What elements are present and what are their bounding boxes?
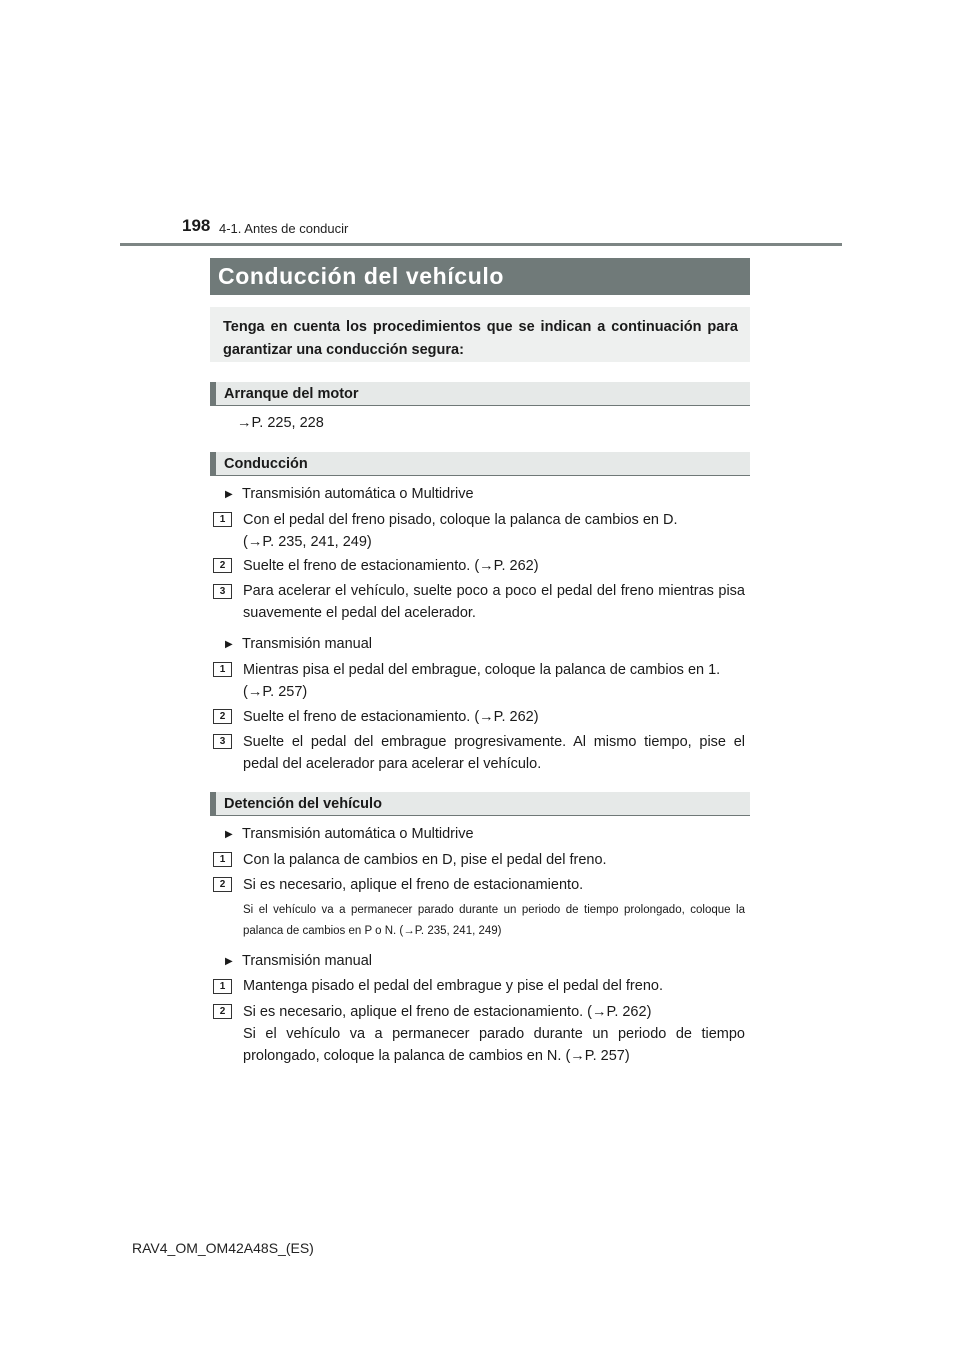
step-line: Mientras pisa el pedal del embrague, coloque la palanca de cambios en 1. xyxy=(243,662,721,678)
step-number-badge: 2 xyxy=(213,558,232,573)
conduccion-manual-step-1 xyxy=(243,659,745,703)
bullet-conduccion-manual xyxy=(225,633,372,656)
bullet-label: Transmisión automática o Multidrive xyxy=(242,826,474,842)
detencion-auto-note: Si el vehículo va a permanecer parado durante un periodo de tiempo prolongado, coloque la palanca de cambios en P o N. (→P. 235, 241, 249) xyxy=(243,904,745,937)
page-number: 198 xyxy=(182,216,211,235)
step-line: Para acelerar el vehículo, suelte poco a poco el pedal del freno mientras pisa suavemente el pedal del acelerador. xyxy=(243,583,745,621)
step-line: Si es necesario, aplique el freno de estacionamiento. (→P. 262) xyxy=(243,1004,652,1020)
step-number-badge: 2 xyxy=(213,1004,232,1019)
heading-detencion: Detención del vehículo xyxy=(210,792,750,816)
step-line: Si el vehículo va a permanecer parado durante un periodo de tiempo prolongado, coloque la palanca de cambios en N. (→P. 257) xyxy=(243,1026,745,1064)
step-line-ref[interactable]: (→P. 235, 241, 249) xyxy=(243,534,372,550)
step-line: Suelte el freno de estacionamiento. (→P. 262) xyxy=(243,709,539,725)
bullet-label: Transmisión automática o Multidrive xyxy=(242,486,474,502)
triangle-bullet-icon: ▶ xyxy=(225,829,233,840)
step-line: Mantenga pisado el pedal del embrague y pise el pedal del freno. xyxy=(243,978,663,994)
heading-conduccion: Conducción xyxy=(210,452,750,476)
triangle-bullet-icon: ▶ xyxy=(225,489,233,500)
bullet-label: Transmisión manual xyxy=(242,953,373,969)
conduccion-auto-step-2 xyxy=(243,555,745,577)
bullet-conduccion-automatic xyxy=(225,483,474,506)
step-line: Con la palanca de cambios en D, pise el pedal del freno. xyxy=(243,852,607,868)
bullet-detencion-automatic xyxy=(225,823,474,846)
step-number-badge: 2 xyxy=(213,709,232,724)
step-number-badge: 1 xyxy=(213,512,232,527)
step-line-ref[interactable]: (→P. 257) xyxy=(243,684,308,700)
conduccion-manual-step-3 xyxy=(243,731,745,775)
triangle-bullet-icon: ▶ xyxy=(225,956,233,967)
header-divider xyxy=(120,243,842,246)
page-title: Conducción del vehículo xyxy=(210,258,750,295)
step-line: Suelte el freno de estacionamiento. (→P. 262) xyxy=(243,558,539,574)
step-line: Si es necesario, aplique el freno de estacionamiento. xyxy=(243,877,584,893)
detencion-manual-step-2 xyxy=(243,1001,745,1067)
step-number-badge: 3 xyxy=(213,584,232,599)
bullet-label: Transmisión manual xyxy=(242,636,373,652)
step-number-badge: 2 xyxy=(213,877,232,892)
step-number-badge: 3 xyxy=(213,734,232,749)
conduccion-auto-step-1 xyxy=(243,509,745,553)
step-number-badge: 1 xyxy=(213,662,232,677)
conduccion-manual-step-2 xyxy=(243,706,745,728)
arranque-ref[interactable]: →P. 225, 228 xyxy=(237,415,324,431)
step-line: Suelte el pedal del embrague progresivamente. Al mismo tiempo, pise el pedal del acelerador para acelerar el vehículo. xyxy=(243,734,745,772)
conduccion-auto-step-3 xyxy=(243,580,745,624)
document-code: RAV4_OM_OM42A48S_(ES) xyxy=(132,1240,314,1256)
triangle-bullet-icon: ▶ xyxy=(225,639,233,650)
heading-arranque: Arranque del motor xyxy=(210,382,750,406)
step-number-badge: 1 xyxy=(213,979,232,994)
bullet-detencion-manual xyxy=(225,950,372,973)
step-number-badge: 1 xyxy=(213,852,232,867)
detencion-auto-step-2 xyxy=(243,874,745,896)
intro-text: Tenga en cuenta los procedimientos que se indican a continuación para garantizar una conducción segura: xyxy=(223,319,738,358)
intro-box xyxy=(210,307,750,362)
section-label: 4-1. Antes de conducir xyxy=(219,221,349,236)
detencion-manual-step-1 xyxy=(243,975,745,997)
detencion-auto-step-1 xyxy=(243,849,745,871)
step-line: Con el pedal del freno pisado, coloque la palanca de cambios en D. xyxy=(243,512,678,528)
